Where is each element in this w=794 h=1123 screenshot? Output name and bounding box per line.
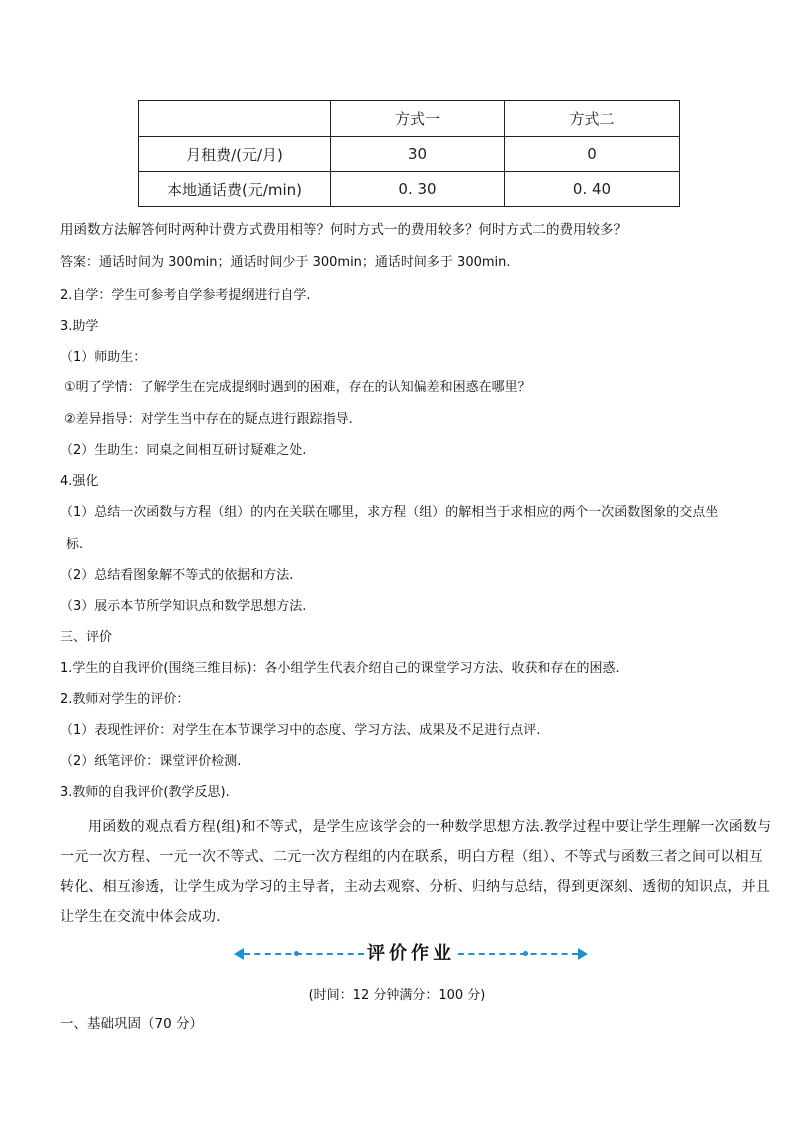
arrow-left-icon: [234, 948, 244, 960]
student-help-text: （2）生助生：同桌之间相互研讨疑难之处.: [60, 443, 307, 458]
banner-divider: [244, 953, 364, 955]
strengthen-heading: 4.强化: [60, 474, 99, 489]
evaluation-heading: 三、评价: [60, 630, 113, 645]
strengthen-item-1-cont: 标.: [66, 537, 84, 552]
understand-text: ①明了学情：了解学生在完成提纲时遇到的困难，存在的认知偏差和困惑在哪里？: [64, 380, 531, 395]
time-note: (时间：12 分钟满分：100 分): [308, 988, 486, 1003]
evaluation-item-2: 2.教师对学生的评价：: [60, 692, 190, 707]
evaluation-item-2a: （1）表现性评价：对学生在本节课学习中的态度、学习方法、成果及不足进行点评.: [60, 723, 541, 738]
strengthen-item-2: （2）总结看图象解不等式的依据和方法.: [60, 568, 294, 583]
teacher-help-text: （1）师助生：: [60, 350, 147, 365]
evaluation-item-2b: （2）纸笔评价：课堂评价检测.: [60, 754, 242, 769]
banner-title: 评价作业: [367, 943, 455, 964]
table-header-cell: 方式二: [505, 101, 680, 137]
answer-text: 答案：通话时间为 300min；通话时间少于 300min；通话时间多于 300min.: [60, 255, 511, 270]
dot-icon: [294, 951, 299, 956]
guidance-text: ②差异指导：对学生当中存在的疑点进行跟踪指导.: [64, 412, 353, 427]
reflection-paragraph: 用函数的观点看方程(组)和不等式，是学生应该学会的一种数学思想方法.教学过程中要让学生理解一次函数与一元一次方程、一元一次不等式、二元一次方程组的内在联系，明白方程（组）、不等式与函数三者之间可以相互转化、相互渗透，让学生成为学习的主导者，主动去观察、分析、归纳与总结，得到更深刻、透彻的知识点，并且让学生在交流中体会成功.: [60, 819, 772, 925]
table-cell: 0: [505, 137, 680, 172]
table-cell: 0. 40: [505, 172, 680, 207]
self-study-text: 2.自学：学生可参考自学参考提纲进行自学.: [60, 288, 311, 303]
table-cell: 月租费/(元/月): [139, 137, 331, 172]
table-cell: 0. 30: [331, 172, 505, 207]
banner-divider: [458, 953, 578, 955]
table-header-cell: [139, 101, 331, 137]
homework-banner: [234, 940, 588, 968]
section-one-heading: 一、基础巩固（70 分）: [60, 1016, 203, 1032]
evaluation-item-1: 1.学生的自我评价(围绕三维目标)：各小组学生代表介绍自己的课堂学习方法、收获和存在的困惑.: [60, 661, 620, 676]
table-row: [139, 172, 680, 207]
fee-comparison-table: [138, 100, 680, 207]
table-row: [139, 137, 680, 172]
table-header-cell: 方式一: [331, 101, 505, 137]
table-cell: 本地通话费(元/min): [139, 172, 331, 207]
strengthen-item-3: （3）展示本节所学知识点和数学思想方法.: [60, 599, 307, 614]
evaluation-item-3: 3.教师的自我评价(教学反思).: [60, 785, 230, 800]
table-cell: 30: [331, 137, 505, 172]
arrow-right-icon: [578, 948, 588, 960]
question-text: 用函数方法解答何时两种计费方式费用相等？何时方式一的费用较多？何时方式二的费用较多？: [60, 222, 627, 238]
help-study-heading: 3.助学: [60, 319, 99, 334]
strengthen-item-1: （1）总结一次函数与方程（组）的内在关联在哪里，求方程（组）的解相当于求相应的两个一次函数图象的交点坐: [60, 505, 719, 520]
table-header-row: [139, 101, 680, 137]
